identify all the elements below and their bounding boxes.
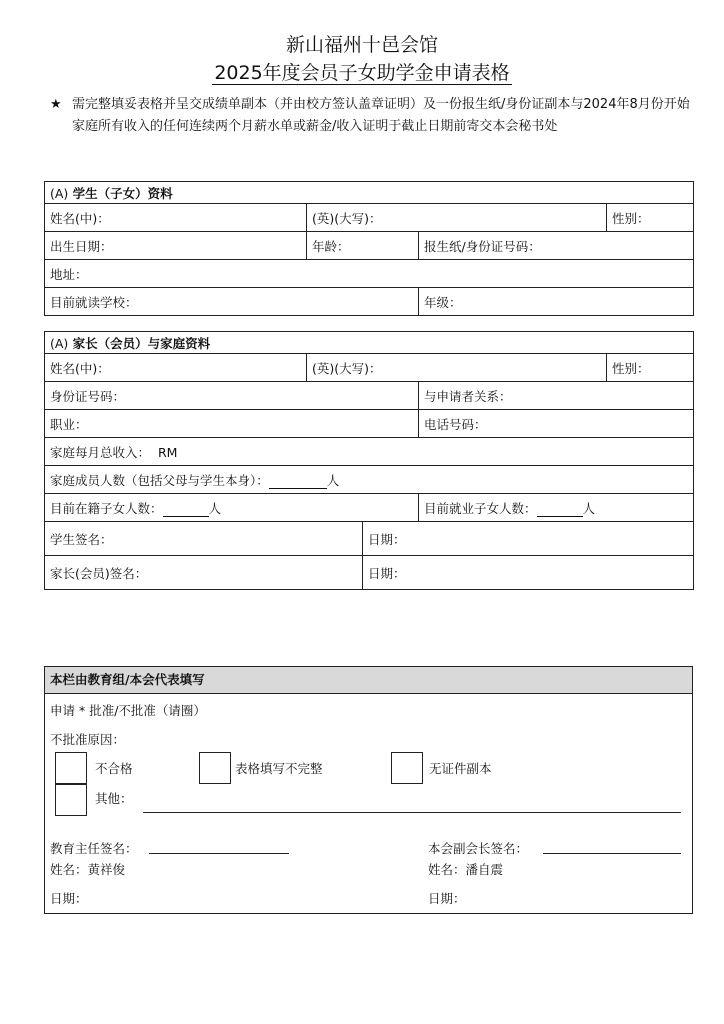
currency-label: RM: [157, 444, 178, 460]
parent-occupation-field[interactable]: 职业：: [45, 410, 419, 438]
edu-director-date[interactable]: 日期：: [50, 891, 88, 906]
vice-president-date[interactable]: 日期：: [428, 891, 466, 906]
vice-president-sign-line[interactable]: [543, 853, 681, 854]
parent-name-cn-field[interactable]: 姓名(中)：: [45, 354, 307, 382]
checkbox-incomplete[interactable]: [199, 752, 231, 784]
student-school-field[interactable]: 目前就读学校：: [45, 288, 419, 316]
office-section-header: 本栏由教育组/本会代表填写: [45, 667, 692, 694]
vice-president-name: 姓名：潘自震: [428, 862, 504, 877]
parent-relation-field[interactable]: 与申请者关系：: [419, 382, 694, 410]
student-age-field[interactable]: 年龄：: [307, 232, 419, 260]
student-name-en-field[interactable]: (英)(大写)：: [307, 204, 607, 232]
parent-phone-field[interactable]: 电话号码：: [419, 410, 694, 438]
family-income-field[interactable]: 家庭每月总收入： RM: [45, 438, 694, 466]
edu-director-name: 姓名：黄祥俊: [50, 862, 126, 877]
reason-other-label: 其他：: [95, 791, 133, 806]
vice-president-sign-label: 本会副会长签名：: [428, 841, 529, 856]
form-title: [0, 58, 724, 85]
student-id-field[interactable]: 报生纸/身份证号码：: [419, 232, 694, 260]
checkbox-other[interactable]: [55, 784, 87, 816]
student-sign-date-field[interactable]: 日期：: [363, 522, 694, 556]
student-signature-field[interactable]: 学生签名：: [45, 522, 363, 556]
employed-children-field[interactable]: 目前就业子女人数： 人: [419, 494, 694, 522]
form-title-text: 2025年度会员子女助学金申请表格: [214, 62, 510, 84]
edu-director-sign-line[interactable]: [149, 853, 289, 854]
parent-signature-field[interactable]: 家长(会员)签名：: [45, 556, 363, 590]
edu-director-sign-label: 教育主任签名：: [50, 841, 138, 856]
parent-name-en-field[interactable]: (英)(大写)：: [307, 354, 607, 382]
instruction-text: 需完整填妥表格并呈交成绩单副本（并由校方签认盖章证明）及一份报生纸/身份证副本与2024年8月份开始家庭所有收入的任何连续两个月薪水单或薪金/收入证明于截止日期前寄交本会秘书处: [72, 97, 690, 134]
star-icon: ★: [50, 97, 62, 112]
student-gender-field[interactable]: 性别：: [607, 204, 694, 232]
other-reason-line[interactable]: [143, 812, 681, 813]
checkbox-no-copy[interactable]: [391, 752, 423, 784]
student-address-field[interactable]: 地址：: [45, 260, 694, 288]
reason-incomplete-label: 表格填写不完整: [235, 761, 323, 776]
student-birthdate-field[interactable]: 出生日期：: [45, 232, 307, 260]
enrolled-children-field[interactable]: 目前在籍子女人数： 人: [45, 494, 419, 522]
student-name-cn-field[interactable]: 姓名(中)：: [45, 204, 307, 232]
parent-section-header: (A) 家长（会员）与家庭资料: [45, 332, 694, 354]
student-info-table: [44, 181, 694, 316]
org-name: 新山福州十邑会馆: [285, 34, 438, 56]
reason-no-copy-label: 无证件副本: [429, 761, 492, 776]
parent-info-table: [44, 331, 694, 590]
approval-line[interactable]: 申请 * 批准/不批准（请圈）: [50, 703, 206, 718]
reject-reason-label: 不批准原因：: [50, 732, 126, 747]
parent-id-field[interactable]: 身份证号码：: [45, 382, 419, 410]
student-section-header: (A) 学生（子女）资料: [45, 182, 694, 204]
office-use-section: [44, 666, 693, 914]
reason-unqualified-label: 不合格: [95, 761, 133, 776]
parent-sign-date-field[interactable]: 日期：: [363, 556, 694, 590]
checkbox-unqualified[interactable]: [55, 752, 87, 784]
family-members-field[interactable]: 家庭成员人数（包括父母与学生本身）： 人: [45, 466, 694, 494]
student-grade-field[interactable]: 年级：: [419, 288, 694, 316]
parent-gender-field[interactable]: 性别：: [607, 354, 694, 382]
